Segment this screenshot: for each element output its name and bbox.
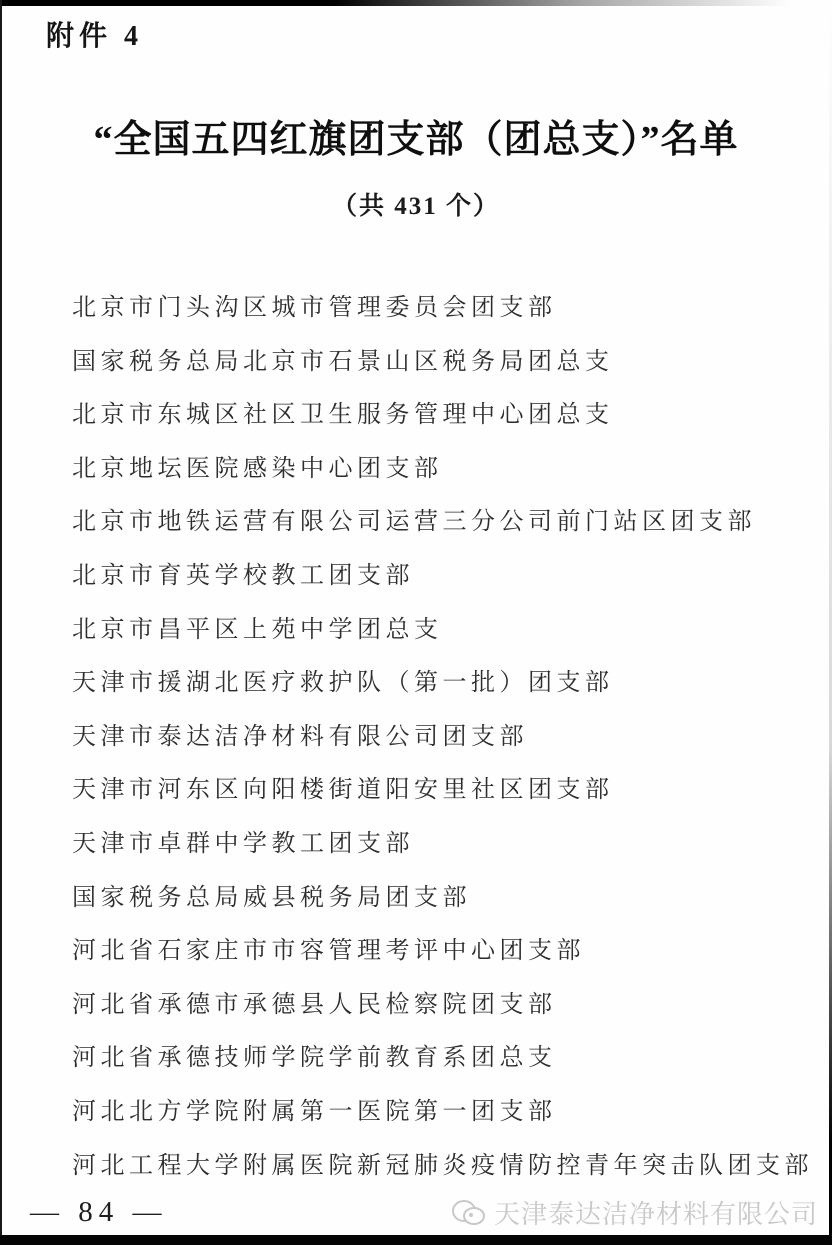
watermark-text: 天津泰达洁净材料有限公司: [493, 1200, 818, 1229]
list-item: [72, 1086, 826, 1140]
list-item: [72, 1032, 826, 1086]
list-item-text: 北京市昌平区上苑中学团总支: [72, 616, 443, 643]
list-item-text: 河北省承德技师学院学前教育系团总支: [72, 1045, 557, 1072]
list-item: [72, 604, 826, 658]
list-item: [72, 711, 826, 765]
company-logo-icon: [451, 1198, 487, 1228]
list-item: [72, 657, 826, 711]
page-border-bottom: [0, 1235, 832, 1245]
list-item: [72, 764, 826, 818]
list-item-text: 北京市育英学校教工团支部: [72, 562, 414, 589]
list-item-text: 河北省石家庄市市容管理考评中心团支部: [72, 938, 585, 965]
list-item: [72, 389, 826, 443]
list-item-text: 天津市援湖北医疗救护队（第一批）团支部: [72, 670, 614, 697]
page-title: “全国五四红旗团支部（团总支）”名单: [93, 119, 739, 161]
list-item-text: 天津市泰达洁净材料有限公司团支部: [72, 723, 528, 750]
list-item: [72, 979, 826, 1033]
list-item-text: 河北工程大学附属医院新冠肺炎疫情防控青年突击队团支部: [72, 1152, 813, 1179]
branch-list: [72, 282, 826, 1193]
list-item-text: 河北北方学院附属第一医院第一团支部: [72, 1098, 557, 1125]
list-item: [72, 496, 826, 550]
list-item: [72, 818, 826, 872]
list-item: [72, 336, 826, 390]
list-item: [72, 925, 826, 979]
attachment-label: 附件 4: [46, 21, 144, 52]
list-item: [72, 872, 826, 926]
list-item-text: 北京市地铁运营有限公司运营三分公司前门站区团支部: [72, 509, 756, 536]
list-item-text: 天津市卓群中学教工团支部: [72, 830, 414, 857]
list-item-text: 天津市河东区向阳楼街道阳安里社区团支部: [72, 777, 614, 804]
list-item-text: 北京市东城区社区卫生服务管理中心团总支: [72, 402, 614, 429]
page-number: — 84 —: [30, 1196, 168, 1228]
list-item: [72, 550, 826, 604]
list-item: [72, 443, 826, 497]
list-item-text: 河北省承德市承德县人民检察院团支部: [72, 991, 557, 1018]
list-item: [72, 1140, 826, 1194]
watermark: [451, 1194, 818, 1231]
page-subtitle: （共 431 个）: [331, 193, 500, 220]
page-border-top: [0, 0, 832, 6]
list-item-text: 北京市门头沟区城市管理委员会团支部: [72, 295, 557, 321]
list-item-text: 国家税务总局北京市石景山区税务局团总支: [72, 348, 614, 375]
list-item-text: 北京地坛医院感染中心团支部: [72, 455, 443, 482]
list-item-text: 国家税务总局威县税务局团支部: [72, 884, 471, 911]
list-item: [72, 282, 826, 336]
